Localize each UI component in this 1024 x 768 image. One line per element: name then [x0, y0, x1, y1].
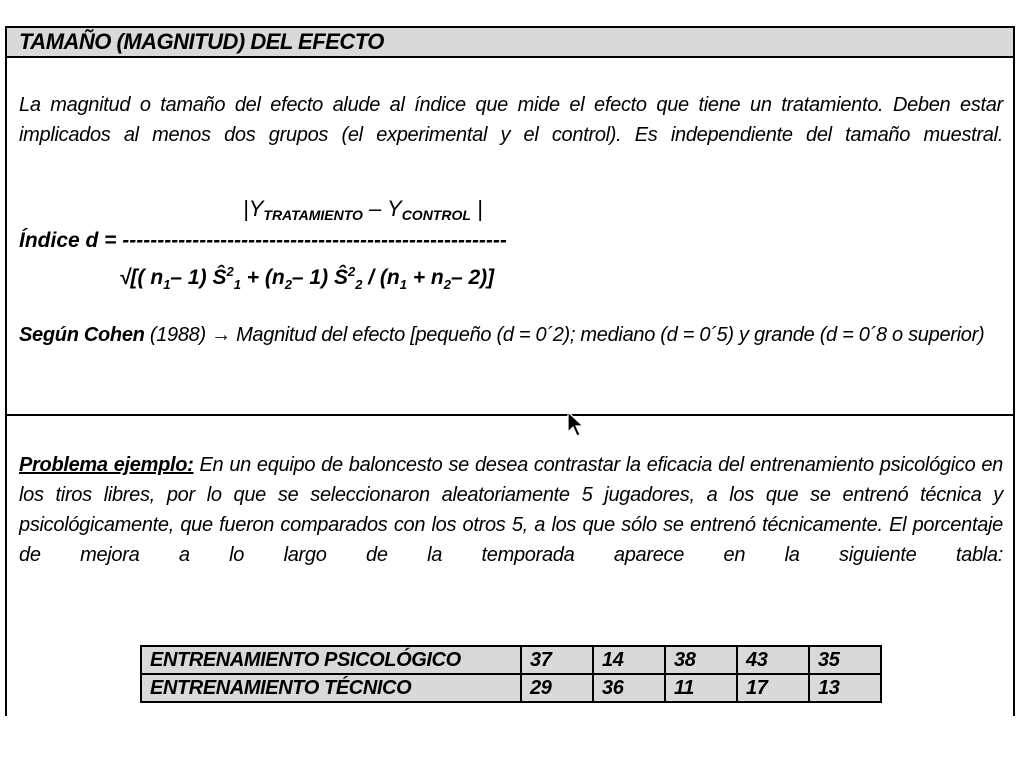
formula-denominator: √[( $n_1-$ 1) $Ŝ^2_1 + (n_2-$ 1) $Ŝ^2_2 / (n_1 + n_2-$ 2)] [119, 264, 495, 293]
section-divider [7, 414, 1013, 416]
cohen-paragraph: Según Cohen (1988) → Magnitud del efecto [pequeño (d = 0´2); mediano (d = 0´5) y grande (d = 0´8 o superior) [19, 324, 985, 346]
formula-numerator: |YTRATAMIENTO – YCONTROL | [243, 196, 483, 223]
table-row-label: ENTRENAMIENTO PSICOLÓGICO [141, 646, 521, 674]
table-cell: 13 [809, 674, 881, 702]
formula-index-d [19, 226, 507, 256]
document-page [5, 26, 1015, 716]
table-cell: 36 [593, 674, 665, 702]
table-cell: 14 [593, 646, 665, 674]
table-cell: 17 [737, 674, 809, 702]
problem-label: Problema ejemplo: [19, 454, 194, 476]
section-title: TAMAÑO (MAGNITUD) DEL EFECTO [7, 28, 1013, 58]
table-cell: 29 [521, 674, 593, 702]
cohen-author: Según Cohen [19, 324, 145, 346]
problem-paragraph: Problema ejemplo: En un equipo de baloncesto se desea contrastar la eficacia del entrenamiento psicológico en los tiros libres, por lo que se seleccionaron aleatoriamente 5 jugadores, a los que se entrenó técnica y psicológicamente, que fueron comparados con los otros 5, a los que sólo se entrenó técnicamente. El porcentaje de mejora a lo largo de la temporada aparece en la siguiente tabla: [19, 454, 1003, 566]
formula-label: Índice d = [19, 229, 123, 252]
table-cell: 37 [521, 646, 593, 674]
formula-fraction-bar: ------------------------------------------------------- [122, 229, 507, 252]
table-cell: 38 [665, 646, 737, 674]
table-cell: 35 [809, 646, 881, 674]
table-cell: 43 [737, 646, 809, 674]
mouse-cursor-icon [565, 410, 587, 440]
table-row [141, 674, 881, 702]
table-row-label: ENTRENAMIENTO TÉCNICO [141, 674, 521, 702]
definition-paragraph: La magnitud o tamaño del efecto alude al índice que mide el efecto que tiene un tratamiento. Deben estar implicados al menos dos grupos (el experimental y el control). Es independiente del tamaño muestral. [19, 94, 1003, 146]
table-cell: 11 [665, 674, 737, 702]
data-table [140, 645, 882, 703]
table-row [141, 646, 881, 674]
